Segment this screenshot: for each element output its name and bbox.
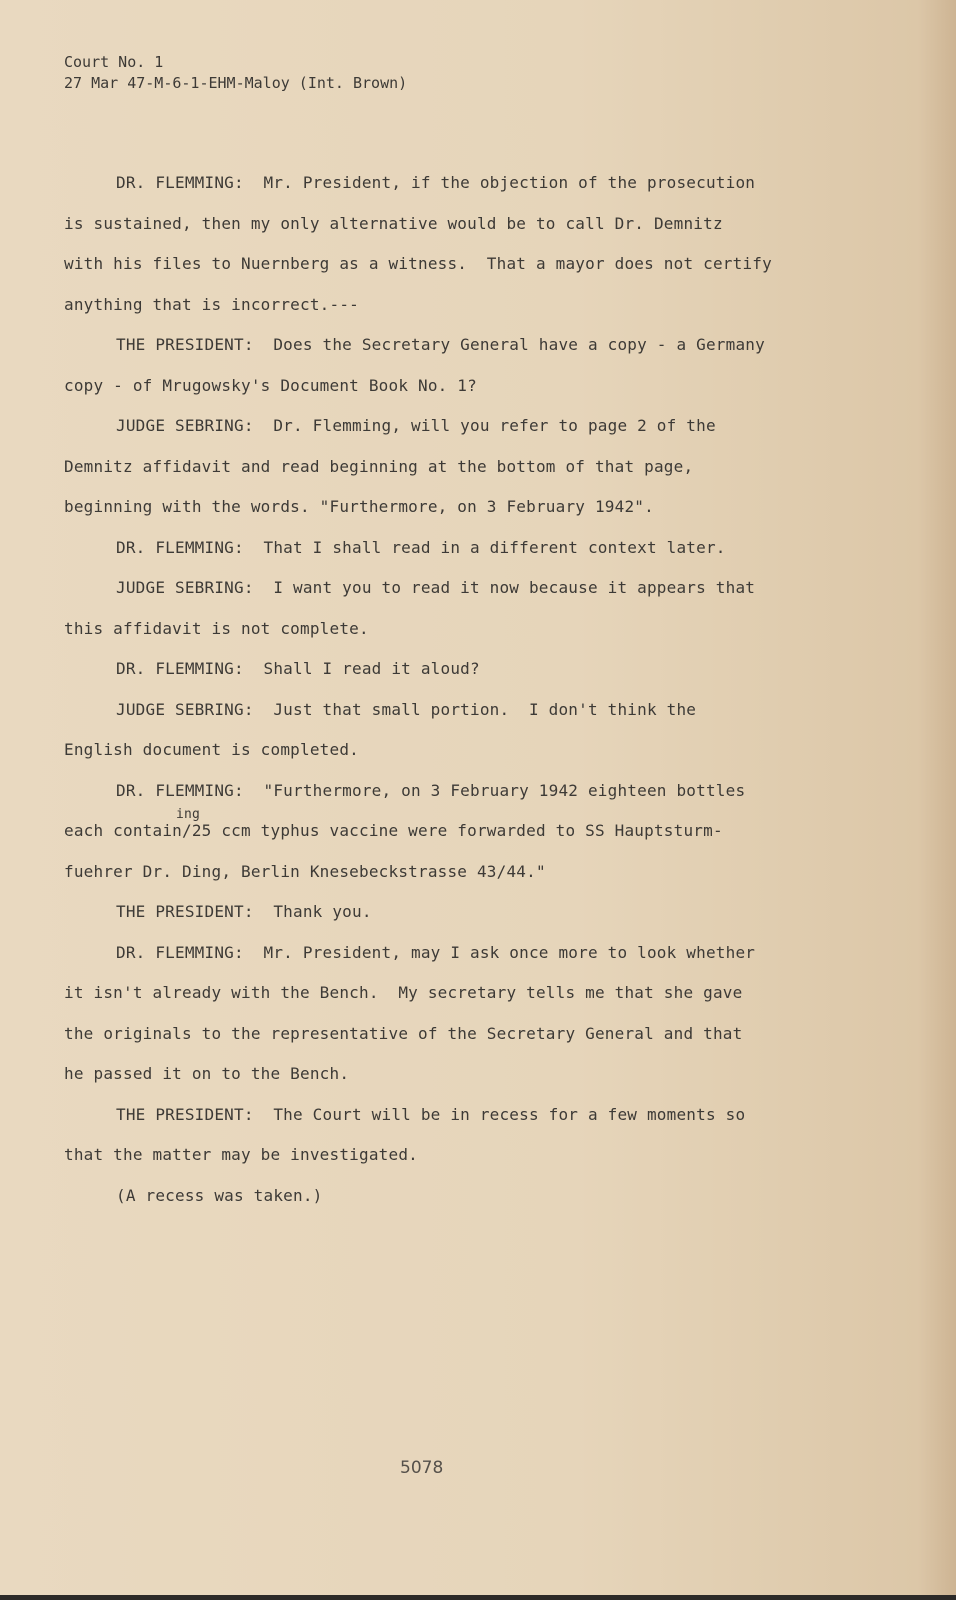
court-number: Court No. 1	[64, 53, 164, 71]
line-text: JUDGE SEBRING: I want you to read it now because it appears that	[116, 578, 756, 597]
transcript-line	[64, 699, 824, 740]
line-text: is sustained, then my only alternative would be to call Dr. Demnitz	[64, 213, 723, 233]
transcript-line	[64, 658, 824, 699]
transcript-line	[64, 807, 824, 861]
handwritten-insertion: ing	[176, 807, 201, 822]
line-text: DR. FLEMMING: "Furthermore, on 3 February 1942 eighteen bottles	[116, 780, 746, 800]
transcript-line	[64, 375, 824, 416]
line-text: copy - of Mrugowsky's Document Book No. 1?	[64, 375, 477, 395]
line-text: this affidavit is not complete.	[64, 618, 369, 638]
transcript-line	[64, 537, 824, 578]
transcript-line	[64, 1063, 824, 1104]
transcript-line	[64, 334, 824, 375]
line-text: DR. FLEMMING: That I shall read in a different context later.	[116, 537, 726, 557]
line-text: DR. FLEMMING: Mr. President, if the objection of the prosecution	[116, 173, 756, 192]
line-text: THE PRESIDENT: Thank you.	[116, 902, 372, 921]
line-text: the originals to the representative of the Secretary General and that	[64, 1023, 743, 1043]
line-text: anything that is incorrect.---	[64, 294, 359, 314]
transcript-line	[64, 172, 824, 213]
transcript-body	[64, 172, 824, 1225]
line-text: DR. FLEMMING: Shall I read it aloud?	[116, 659, 480, 678]
line-text: beginning with the words. "Furthermore, on 3 February 1942".	[64, 497, 654, 516]
line-text: DR. FLEMMING: Mr. President, may I ask once more to look whether	[116, 942, 756, 962]
line-text: fuehrer Dr. Ding, Berlin Knesebeckstrasse 43/44."	[64, 861, 546, 881]
line-text: JUDGE SEBRING: Just that small portion. I don't think the	[116, 699, 697, 719]
transcript-line	[64, 982, 824, 1023]
line-text: Demnitz affidavit and read beginning at the bottom of that page,	[64, 456, 694, 476]
transcript-line	[64, 415, 824, 456]
transcript-line	[64, 1144, 824, 1185]
document-header	[64, 52, 407, 94]
line-text: English document is completed.	[64, 740, 359, 759]
transcript-line	[64, 861, 824, 902]
transcript-line	[64, 1104, 824, 1145]
scan-edge	[0, 1595, 956, 1600]
transcript-line	[64, 1023, 824, 1064]
line-text: (A recess was taken.)	[116, 1185, 323, 1205]
transcript-line	[64, 618, 824, 659]
transcript-line	[64, 1185, 824, 1226]
line-text: that the matter may be investigated.	[64, 1145, 418, 1164]
transcript-line	[64, 739, 824, 780]
line-text: each contain/25 ccm typhus vaccine were forwarded to SS Hauptsturm-	[64, 821, 723, 840]
line-text: with his files to Nuernberg as a witness. That a mayor does not certify	[64, 254, 772, 273]
line-text: THE PRESIDENT: Does the Secretary General have a copy - a Germany	[116, 335, 765, 354]
page-number: 5078	[400, 1458, 444, 1478]
transcript-line	[64, 942, 824, 983]
transcript-line	[64, 294, 824, 335]
transcript-line	[64, 496, 824, 537]
transcript-line	[64, 253, 824, 294]
line-text: THE PRESIDENT: The Court will be in recess for a few moments so	[116, 1104, 746, 1124]
transcript-line	[64, 577, 824, 618]
line-text: JUDGE SEBRING: Dr. Flemming, will you refer to page 2 of the	[116, 416, 716, 435]
transcript-line	[64, 213, 824, 254]
transcript-line	[64, 901, 824, 942]
line-text: he passed it on to the Bench.	[64, 1064, 350, 1083]
transcript-line	[64, 456, 824, 497]
session-reference: 27 Mar 47-M-6-1-EHM-Maloy (Int. Brown)	[64, 74, 408, 92]
line-text: it isn't already with the Bench. My secretary tells me that she gave	[64, 983, 743, 1002]
